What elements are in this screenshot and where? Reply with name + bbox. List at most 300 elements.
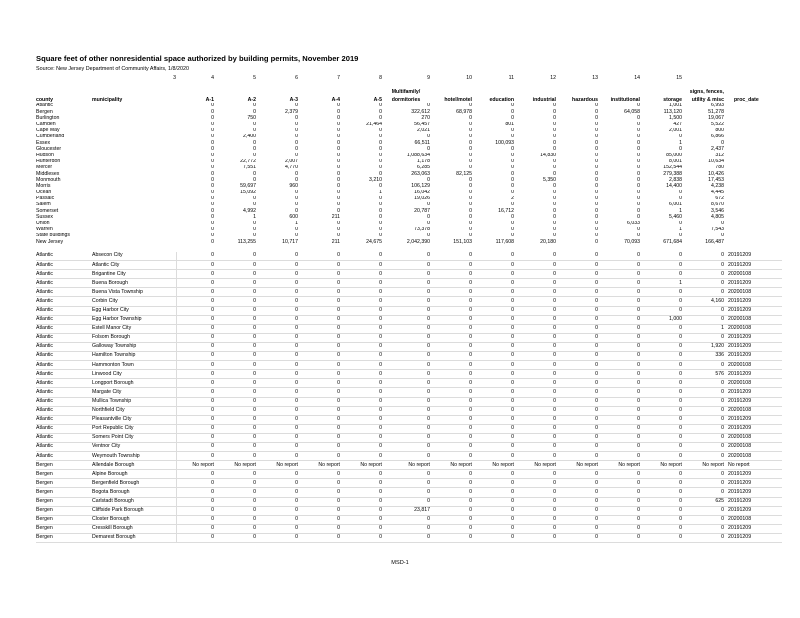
detail-value-cell: 0 — [682, 279, 724, 288]
summary-value-cell: 21,464 — [366, 121, 382, 128]
detail-proc-date-cell: 20200108 — [724, 452, 782, 461]
summary-county-cell: Salem — [36, 202, 51, 208]
detail-value-cell: 0 — [256, 388, 298, 397]
detail-value-cell: 0 — [598, 424, 640, 433]
summary-value-cell: 0 — [295, 226, 298, 233]
summary-value-cell: 0 — [637, 214, 640, 220]
detail-value-cell: 0 — [256, 342, 298, 351]
detail-value-cell: 0 — [430, 397, 472, 406]
detail-municipality-cell: Allendale Borough — [92, 461, 176, 470]
summary-value-cell: 0 — [337, 226, 340, 233]
detail-value-cell: 0 — [256, 397, 298, 406]
summary-value-cell: 801 — [505, 121, 514, 128]
detail-proc-date-cell: 20191209 — [724, 279, 782, 288]
detail-proc-date-cell: 20191209 — [724, 297, 782, 306]
summary-value-cell: 0 — [595, 239, 598, 245]
detail-value-cell: 0 — [340, 279, 382, 288]
detail-value-cell: 0 — [176, 397, 214, 406]
detail-value-cell: 0 — [298, 252, 340, 261]
summary-value-cell: 211 — [331, 239, 340, 245]
summary-value-cell: 0 — [637, 127, 640, 134]
summary-value-cell: 10,717 — [282, 239, 298, 245]
detail-value-cell: 0 — [556, 479, 598, 488]
detail-value-cell: 0 — [382, 433, 430, 442]
summary-value-cell: 0 — [253, 226, 256, 233]
summary-value-cell: 0 — [595, 214, 598, 220]
detail-value-cell: 0 — [472, 433, 514, 442]
summary-value-cell: 0 — [595, 121, 598, 128]
summary-value-cell: 0 — [211, 152, 214, 158]
detail-value-cell: 0 — [176, 533, 214, 542]
summary-value-cell: 322,612 — [411, 109, 430, 115]
summary-value-cell: 312 — [715, 152, 724, 158]
detail-value-cell: 0 — [430, 415, 472, 424]
detail-value-cell: 0 — [176, 252, 214, 261]
column-number: 6 — [295, 75, 298, 81]
detail-value-cell: 0 — [382, 306, 430, 315]
detail-value-cell: 0 — [640, 306, 682, 315]
header-institutional: institutional — [610, 96, 640, 103]
summary-value-cell: 0 — [295, 121, 298, 128]
detail-value-cell: No report — [256, 461, 298, 470]
detail-value-cell: 0 — [472, 397, 514, 406]
detail-value-cell: 0 — [430, 488, 472, 497]
header-a3: A-3 — [289, 96, 298, 103]
detail-value-cell: 0 — [556, 452, 598, 461]
detail-value-cell: 0 — [256, 352, 298, 361]
header-storage: storage — [663, 96, 682, 103]
summary-value-cell: 82,125 — [456, 171, 472, 177]
summary-value-cell: 1 — [253, 214, 256, 220]
detail-proc-date-cell: 20191209 — [724, 497, 782, 506]
detail-value-cell: 0 — [256, 488, 298, 497]
detail-value-cell: 0 — [340, 433, 382, 442]
detail-value-cell: 0 — [176, 524, 214, 533]
detail-value-cell: 0 — [514, 415, 556, 424]
detail-value-cell: 0 — [472, 252, 514, 261]
detail-value-cell: 0 — [298, 424, 340, 433]
detail-value-cell: 0 — [430, 497, 472, 506]
detail-proc-date-cell: 20200108 — [724, 324, 782, 333]
summary-value-cell: 4,770 — [285, 164, 298, 171]
header-signs-bottom: utility & misc — [691, 96, 724, 103]
detail-value-cell: No report — [214, 461, 256, 470]
detail-value-cell: 0 — [556, 488, 598, 497]
detail-value-cell: 0 — [430, 279, 472, 288]
detail-value-cell: 0 — [176, 361, 214, 370]
detail-county-cell: Atlantic — [36, 433, 92, 442]
detail-value-cell: 0 — [640, 352, 682, 361]
summary-value-cell: 7,543 — [711, 226, 724, 233]
detail-value-cell: 0 — [472, 524, 514, 533]
detail-value-cell: 0 — [472, 497, 514, 506]
summary-county-cell: Atlantic — [36, 103, 54, 109]
summary-value-cell: 68,978 — [456, 109, 472, 115]
summary-value-cell: 0 — [211, 202, 214, 208]
summary-value-cell: 0 — [595, 195, 598, 202]
county-summary-table — [36, 88, 782, 245]
detail-value-cell: 0 — [472, 361, 514, 370]
summary-value-cell: 0 — [337, 109, 340, 115]
table-row — [36, 452, 782, 461]
summary-value-cell: 0 — [595, 127, 598, 134]
detail-value-cell: 0 — [682, 433, 724, 442]
summary-empty-cell — [724, 239, 782, 245]
summary-value-cell: 0 — [337, 195, 340, 202]
summary-value-cell: 0 — [253, 152, 256, 158]
detail-value-cell: 0 — [340, 479, 382, 488]
detail-value-cell: 0 — [640, 270, 682, 279]
detail-value-cell: 0 — [256, 506, 298, 515]
detail-value-cell: 0 — [640, 388, 682, 397]
summary-value-cell: 0 — [337, 220, 340, 227]
summary-value-cell: 0 — [337, 164, 340, 171]
detail-value-cell: 0 — [176, 470, 214, 479]
summary-value-cell: 20,787 — [414, 208, 430, 214]
summary-county-cell: Gloucester — [36, 146, 62, 152]
detail-value-cell: 0 — [640, 533, 682, 542]
summary-value-cell: 279,388 — [663, 171, 682, 177]
detail-proc-date-cell: 20200108 — [724, 406, 782, 415]
summary-county-cell: Bergen — [36, 109, 53, 115]
detail-value-cell: 0 — [256, 406, 298, 415]
detail-value-cell: 0 — [682, 442, 724, 451]
summary-value-cell: 0 — [211, 115, 214, 121]
summary-value-cell: 0 — [637, 152, 640, 158]
detail-value-cell: 0 — [514, 352, 556, 361]
detail-value-cell: 0 — [556, 497, 598, 506]
detail-value-cell: 0 — [556, 361, 598, 370]
detail-value-cell: 0 — [472, 452, 514, 461]
detail-value-cell: 0 — [514, 515, 556, 524]
summary-value-cell: 22,772 — [240, 158, 256, 165]
column-number: 13 — [592, 75, 598, 81]
detail-value-cell: 0 — [640, 370, 682, 379]
detail-value-cell: 0 — [214, 297, 256, 306]
detail-value-cell: 0 — [298, 533, 340, 542]
summary-value-cell: 0 — [637, 171, 640, 177]
summary-value-cell: 0 — [637, 183, 640, 189]
summary-value-cell: 152,544 — [663, 164, 682, 171]
detail-municipality-cell: Hamilton Township — [92, 352, 176, 361]
summary-value-cell: 73,378 — [414, 226, 430, 233]
summary-value-cell: 2,400 — [243, 133, 256, 140]
detail-value-cell: 0 — [430, 252, 472, 261]
detail-county-cell: Atlantic — [36, 379, 92, 388]
detail-value-cell: 0 — [214, 261, 256, 270]
summary-county-cell: Mercer — [36, 164, 53, 171]
detail-value-cell: 0 — [214, 270, 256, 279]
detail-value-cell: 0 — [176, 270, 214, 279]
detail-value-cell: 0 — [640, 406, 682, 415]
table-row — [36, 533, 782, 542]
detail-value-cell: 0 — [214, 388, 256, 397]
summary-value-cell: 0 — [211, 127, 214, 134]
detail-value-cell: 0 — [598, 288, 640, 297]
detail-proc-date-cell: 20200108 — [724, 515, 782, 524]
summary-value-cell: 0 — [295, 152, 298, 158]
table-row — [36, 261, 782, 270]
detail-value-cell: 0 — [256, 424, 298, 433]
detail-value-cell: 0 — [556, 533, 598, 542]
detail-value-cell: 0 — [556, 424, 598, 433]
table-row — [36, 479, 782, 488]
detail-value-cell: 0 — [340, 406, 382, 415]
detail-value-cell: 0 — [430, 388, 472, 397]
column-number: 5 — [253, 75, 256, 81]
detail-value-cell: 0 — [514, 479, 556, 488]
summary-value-cell: 0 — [211, 158, 214, 165]
detail-value-cell: 0 — [214, 497, 256, 506]
detail-municipality-cell: Alpine Borough — [92, 470, 176, 479]
summary-value-cell: 0 — [553, 146, 556, 152]
detail-value-cell: No report — [598, 461, 640, 470]
detail-value-cell: 0 — [298, 433, 340, 442]
summary-value-cell: 0 — [379, 164, 382, 171]
header-a1: A-1 — [205, 96, 214, 103]
summary-value-cell: 0 — [295, 189, 298, 196]
summary-value-cell: 672 — [715, 195, 724, 202]
summary-value-cell: 0 — [211, 183, 214, 189]
detail-value-cell: 0 — [256, 315, 298, 324]
detail-value-cell: 0 — [298, 306, 340, 315]
column-number: 8 — [379, 75, 382, 81]
detail-value-cell: 0 — [682, 452, 724, 461]
summary-value-cell: 0 — [553, 103, 556, 109]
detail-value-cell: 0 — [298, 361, 340, 370]
summary-value-cell: 0 — [253, 121, 256, 128]
detail-value-cell: 0 — [382, 442, 430, 451]
summary-value-cell: 0 — [553, 208, 556, 214]
detail-value-cell: 0 — [340, 333, 382, 342]
detail-value-cell: 0 — [682, 479, 724, 488]
summary-value-cell: 0 — [379, 140, 382, 146]
summary-value-cell: 0 — [337, 232, 340, 239]
detail-value-cell: No report — [472, 461, 514, 470]
summary-value-cell: 780 — [715, 164, 724, 171]
detail-municipality-cell: Corbin City — [92, 297, 176, 306]
summary-value-cell: 0 — [337, 152, 340, 158]
summary-value-cell: 106,129 — [411, 183, 430, 189]
detail-value-cell: 0 — [340, 524, 382, 533]
detail-county-cell: Atlantic — [36, 452, 92, 461]
detail-value-cell: 0 — [514, 442, 556, 451]
summary-county-cell: Cumberland — [36, 133, 65, 140]
summary-value-cell: 8,001 — [669, 158, 682, 165]
summary-value-cell: 0 — [553, 140, 556, 146]
detail-value-cell: 0 — [514, 315, 556, 324]
summary-value-cell: 0 — [637, 177, 640, 183]
summary-value-cell: 0 — [595, 202, 598, 208]
summary-value-cell: 0 — [553, 232, 556, 239]
detail-value-cell: 0 — [214, 524, 256, 533]
detail-value-cell: 0 — [430, 342, 472, 351]
report-title: Square feet of other nonresidential space authorized by building permits, November 2019 — [36, 54, 359, 63]
summary-value-cell: 0 — [469, 127, 472, 134]
summary-value-cell: 0 — [721, 232, 724, 239]
summary-value-cell: 0 — [253, 171, 256, 177]
detail-value-cell: 0 — [598, 533, 640, 542]
detail-value-cell: 0 — [214, 342, 256, 351]
detail-proc-date-cell: 20191209 — [724, 415, 782, 424]
summary-value-cell: 0 — [637, 103, 640, 109]
summary-value-cell: 0 — [469, 158, 472, 165]
detail-value-cell: 0 — [472, 479, 514, 488]
summary-value-cell: 0 — [211, 208, 214, 214]
detail-value-cell: 0 — [598, 324, 640, 333]
detail-county-cell: Atlantic — [36, 252, 92, 261]
detail-value-cell: 0 — [682, 515, 724, 524]
detail-proc-date-cell: 20200108 — [724, 288, 782, 297]
header-hazardous: hazardous — [572, 96, 598, 103]
summary-value-cell: 0 — [379, 158, 382, 165]
detail-value-cell: 0 — [514, 252, 556, 261]
summary-value-cell: 2,437 — [711, 146, 724, 152]
summary-value-cell: 59,697 — [240, 183, 256, 189]
summary-county-cell: Monmouth — [36, 177, 61, 183]
detail-value-cell: 0 — [214, 406, 256, 415]
summary-value-cell: 0 — [253, 232, 256, 239]
detail-value-cell: 0 — [682, 361, 724, 370]
detail-value-cell: 0 — [382, 488, 430, 497]
detail-value-cell: 0 — [514, 524, 556, 533]
summary-value-cell: 0 — [553, 121, 556, 128]
summary-county-cell: Ocean — [36, 189, 52, 196]
detail-municipality-cell: Brigantine City — [92, 270, 176, 279]
detail-value-cell: 0 — [256, 533, 298, 542]
table-row — [36, 361, 782, 370]
detail-value-cell: 0 — [298, 524, 340, 533]
table-row — [36, 424, 782, 433]
summary-value-cell: 0 — [211, 171, 214, 177]
detail-value-cell: 0 — [256, 470, 298, 479]
summary-value-cell: 0 — [637, 195, 640, 202]
summary-value-cell: 0 — [295, 133, 298, 140]
header-signs-top: signs, fences, — [689, 88, 724, 95]
detail-municipality-cell: Weymouth Township — [92, 452, 176, 461]
summary-value-cell: 0 — [337, 183, 340, 189]
detail-value-cell: 0 — [430, 333, 472, 342]
detail-value-cell: 0 — [430, 506, 472, 515]
header-multifamily-bottom: dormitories — [391, 96, 421, 103]
detail-value-cell: 0 — [340, 452, 382, 461]
detail-value-cell: 0 — [556, 379, 598, 388]
detail-proc-date-cell: 20191209 — [724, 524, 782, 533]
detail-value-cell: 0 — [514, 361, 556, 370]
detail-value-cell: 0 — [556, 252, 598, 261]
detail-value-cell: 0 — [256, 433, 298, 442]
detail-value-cell: 0 — [382, 397, 430, 406]
detail-proc-date-cell: 20191209 — [724, 470, 782, 479]
detail-value-cell: 0 — [256, 333, 298, 342]
summary-value-cell: 0 — [337, 127, 340, 134]
detail-value-cell: 576 — [682, 370, 724, 379]
column-number: 4 — [211, 75, 214, 81]
summary-value-cell: 2,007 — [285, 158, 298, 165]
summary-value-cell: 0 — [469, 164, 472, 171]
detail-value-cell: 0 — [382, 370, 430, 379]
summary-value-cell: 1,088,634 — [406, 152, 430, 158]
detail-proc-date-cell: 20191209 — [724, 506, 782, 515]
summary-value-cell: 2,042,390 — [406, 239, 430, 245]
summary-value-cell: 0 — [379, 103, 382, 109]
detail-value-cell: 0 — [514, 424, 556, 433]
detail-proc-date-cell: 20191209 — [724, 397, 782, 406]
detail-value-cell: 0 — [176, 261, 214, 270]
detail-value-cell: 0 — [472, 415, 514, 424]
detail-municipality-cell: Folsom Borough — [92, 333, 176, 342]
summary-value-cell: 5,522 — [711, 121, 724, 128]
summary-value-cell: 0 — [295, 202, 298, 208]
detail-value-cell: 0 — [382, 324, 430, 333]
detail-value-cell: 0 — [298, 324, 340, 333]
summary-value-cell: 0 — [379, 115, 382, 121]
detail-value-cell: No report — [640, 461, 682, 470]
detail-county-cell: Atlantic — [36, 297, 92, 306]
table-row — [36, 470, 782, 479]
detail-value-cell: 0 — [340, 488, 382, 497]
summary-value-cell: 0 — [211, 189, 214, 196]
detail-value-cell: 0 — [176, 288, 214, 297]
summary-value-cell: 0 — [469, 202, 472, 208]
detail-value-cell: 0 — [214, 506, 256, 515]
summary-county-cell: Warren — [36, 226, 53, 233]
detail-value-cell: 0 — [430, 361, 472, 370]
detail-county-cell: Atlantic — [36, 279, 92, 288]
detail-proc-date-cell: 20191209 — [724, 333, 782, 342]
column-number: 14 — [634, 75, 640, 81]
summary-value-cell: 0 — [427, 232, 430, 239]
summary-value-cell: 0 — [469, 226, 472, 233]
summary-value-cell: 16,042 — [414, 189, 430, 196]
detail-value-cell: 0 — [430, 370, 472, 379]
detail-county-cell: Bergen — [36, 533, 92, 542]
summary-value-cell: 0 — [337, 202, 340, 208]
detail-proc-date-cell: 20200108 — [724, 433, 782, 442]
detail-value-cell: 0 — [598, 488, 640, 497]
detail-value-cell: 0 — [214, 397, 256, 406]
summary-value-cell: 113,255 — [237, 239, 256, 245]
detail-value-cell: 0 — [514, 324, 556, 333]
detail-proc-date-cell: 20191209 — [724, 424, 782, 433]
summary-county-cell: Somerset — [36, 208, 59, 214]
summary-value-cell: 0 — [427, 214, 430, 220]
summary-value-cell: 0 — [595, 140, 598, 146]
detail-value-cell: 0 — [514, 397, 556, 406]
summary-value-cell: 0 — [295, 127, 298, 134]
summary-value-cell: 0 — [511, 220, 514, 227]
table-row — [36, 315, 782, 324]
detail-value-cell: 0 — [340, 315, 382, 324]
summary-value-cell: 14,400 — [666, 183, 682, 189]
summary-value-cell: 0 — [553, 214, 556, 220]
detail-value-cell: 0 — [298, 406, 340, 415]
summary-value-cell: 0 — [637, 133, 640, 140]
detail-county-cell: Bergen — [36, 470, 92, 479]
summary-value-cell: 0 — [595, 133, 598, 140]
summary-value-cell: 19,067 — [708, 115, 724, 121]
summary-value-cell: 0 — [427, 220, 430, 227]
detail-value-cell: 0 — [382, 352, 430, 361]
summary-empty-cell — [92, 239, 176, 245]
summary-value-cell: 0 — [553, 171, 556, 177]
detail-value-cell: 0 — [598, 515, 640, 524]
detail-proc-date-cell: 20200108 — [724, 315, 782, 324]
detail-value-cell: 0 — [556, 279, 598, 288]
column-number-row — [36, 75, 764, 83]
detail-county-cell: Atlantic — [36, 352, 92, 361]
summary-value-cell: 0 — [595, 183, 598, 189]
